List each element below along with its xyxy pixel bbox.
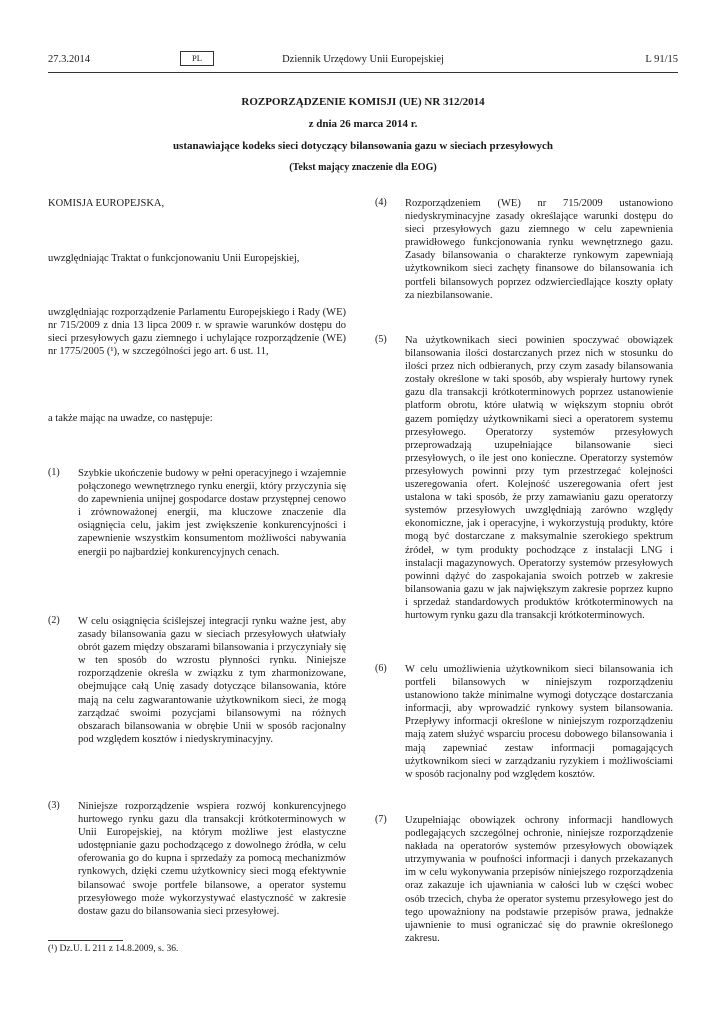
recital-text: Uzupełniając obowiązek ochrony informacji handlowych podlegających szczególnej ochronie, niniejsze rozporządzenie nakłada na operatorów systemów przesyłowych obowiązek utrzymywania w poufności informacji i danych przekazanych im w celu wykonywania przepisów niniejszego rozporządzenia oraz zakazuje ich ujawniania w całości lub w części wobec osób trzecich, chyba że operator systemu przesyłowego jest do tego upoważniony na podstawie przepisów prawa, jednakże ujawnienie to musi ograniczać się do prawnie określonego zakresu. xyxy=(405,815,673,944)
recital-text: Niniejsze rozporządzenie wspiera rozwój konkurencyjnego hurtowego rynku gazu dla transakcji krótkoterminowych w Unii Europejskiej, na którym możliwe jest elastyczne udostępnianie gazu pochodzącego z dowolnego źródła, w celu oferowania go do kupna i sprzedaży za pomocą mechanizmów rynkowych, dzięki czemu użytkownicy sieci mogą efektywnie bilansować swoje portfele bilansowe, a operator systemu przesyłowego może wykorzystywać elastyczność w zakresie dostaw gazu do bilansowania sieci przesyłowej. xyxy=(78,801,346,917)
recital-number: (5) xyxy=(375,334,387,345)
recital-number: (1) xyxy=(48,467,60,478)
language-badge: PL xyxy=(180,51,214,66)
eea-relevance: (Tekst mający znaczenie dla EOG) xyxy=(289,162,437,173)
intro-treaty: uwzględniając Traktat o funkcjonowaniu Unii Europejskiej, xyxy=(48,253,300,264)
recital-number: (2) xyxy=(48,615,60,626)
intro-regulation: uwzględniając rozporządzenie Parlamentu Europejskiego i Rady (WE) nr 715/2009 z dnia 13 lipca 2009 r. w sprawie warunków dostępu do sieci przesyłowych gazu ziemnego i uchylające rozporządzenie (WE) nr 1775/2005 (¹), w szczególności jego art. 6 ust. 11, xyxy=(48,307,346,358)
recital-number: (7) xyxy=(375,814,387,825)
recital-text: W celu osiągnięcia ściślejszej integracji rynku ważne jest, aby zasady bilansowania gazu w sieciach przesyłowych ułatwiały obrót gazem między obszarami bilansowania i przyczyniały się w ten sposób do wzrostu płynności rynku. Niniejsze rozporządzenie określa w związku z tym zharmonizowane, obejmujące całą Unię zasady dotyczące bilansowania, które mają na celu zagwarantowanie użytkownikom sieci, że mogą zarządzać swoimi pozycjami bilansowymi na różnych obszarach bilansowania w obrębie Unii w sposób racjonalny pod względem kosztów i niedyskryminacyjny. xyxy=(78,616,346,745)
regulation-subject: ustanawiające kodeks sieci dotyczący bilansowania gazu w sieciach przesyłowych xyxy=(172,140,554,152)
page-number: L 91/15 xyxy=(645,54,678,65)
footnote: (¹) Dz.U. L 211 z 14.8.2009, s. 36. xyxy=(48,944,179,954)
recital-number: (3) xyxy=(48,800,60,811)
footnote-rule xyxy=(48,940,123,941)
intro-commission: KOMISJA EUROPEJSKA, xyxy=(48,198,165,209)
regulation-date: z dnia 26 marca 2014 r. xyxy=(308,118,418,130)
recital-number: (6) xyxy=(375,663,387,674)
recital-text: Rozporządzeniem (WE) nr 715/2009 ustanowiono niedyskryminacyjne zasady określające warunki dostępu do sieci przesyłowych gazu ziemnego w celu zapewnienia prawidłowego funkcjonowania rynku wewnętrznego gazu. Zasady bilansowania o charakterze rynkowym zapewniają użytkownikom sieci zachęty finansowe do bilansowania ich portfeli bilansowych poprzez odzwierciedlające koszty opłaty za niezbilansowanie. xyxy=(405,198,673,301)
recital-text: Na użytkownikach sieci powinien spoczywać obowiązek bilansowania ilości dostarczanych przez nich w stosunku do ilości przez nich odbieranych, przy czym zasady bilansowania zostały określone w taki sposób, aby wspierały hurtowy rynek gazu dla transakcji krótkoterminowych poprzez ustanowienie platform obrotu, które ułatwią w większym stopniu obrót gazem pomiędzy użytkownikami sieci a operatorem systemu przesyłowego. Operatorzy systemów przesyłowych przeprowadzają uzupełniające bilansowanie sieci przesyłowych, o ile jest ono konieczne. Operatorzy systemów przesyłowych powinni przy tym przestrzegać kolejności uszeregowania ofert. Kolejność uszeregowania ofert jest ustalona w taki sposób, że przy zamawianiu gazu operatorzy systemów przesyłowych uwzględniają zarówno względy ekonomiczne, jak i operacyjne, i wykorzystują produkty, które mogą być dostarczane z maksymalnie szerokiego spektrum źródeł, w tym produkty pochodzące z instalacji LNG i instalacji magazynowych. Operatorzy systemów przesyłowych powinni dążyć do zaspokajania swoich potrzeb w zakresie bilansowania gazu w jak największym zakresie poprzez kupno i sprzedaż standardowych produktów krótkoterminowych na hurtowym rynku gazu dla transakcji krótkoterminowych. xyxy=(405,335,673,621)
journal-name: Dziennik Urzędowy Unii Europejskiej xyxy=(282,54,444,65)
regulation-title: ROZPORZĄDZENIE KOMISJI (UE) NR 312/2014 xyxy=(241,96,485,108)
recital-text: W celu umożliwienia użytkownikom sieci bilansowania ich portfeli bilansowych w niniejszym rozporządzeniu ustanowiono także minimalne wymogi dotyczące dostarczania informacji, aby wprowadzić rynkowy system bilansowania. Przepływy informacji określone w niniejszym rozporządzeniu mają zatem służyć wsparciu procesu dobowego bilansowania i mają zapewniać zestaw informacji pomagających użytkownikom sieci w zarządzaniu ryzykiem i możliwościami w sposób racjonalny pod względem kosztów. xyxy=(405,664,673,780)
page-header xyxy=(48,54,678,70)
intro-whereas: a także mając na uwadze, co następuje: xyxy=(48,413,213,424)
recital-text: Szybkie ukończenie budowy w pełni operacyjnego i wzajemnie połączonego wewnętrznego rynku energii, który przyczynia się do zapewnienia unijnej gospodarce dostaw przystępnej cenowo i zrównoważonej energii, ma kluczowe znaczenie dla osiągnięcia celu, jakim jest zwiększenie konkurencyjności i zapewnienie wszystkim konsumentom możliwości nabywania energii po najbardziej konkurencyjnych cenach. xyxy=(78,468,346,558)
publication-date: 27.3.2014 xyxy=(48,54,90,65)
recital-number: (4) xyxy=(375,197,387,208)
header-divider xyxy=(48,72,678,73)
